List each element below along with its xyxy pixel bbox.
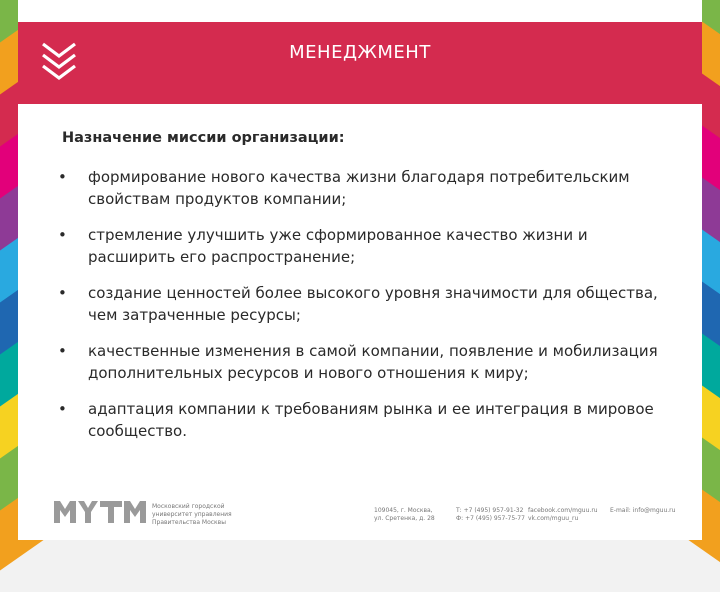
university-logo [54, 501, 146, 523]
list-item [58, 282, 678, 326]
list-item [58, 166, 678, 210]
slide [18, 0, 702, 540]
slide-footer [18, 495, 702, 535]
bullet-icon: • [58, 226, 67, 244]
section-heading: Назначение миссии организации: [62, 130, 345, 146]
left-decorative-stripes [0, 0, 18, 540]
list-item-text: стремление улучшить уже сформированное качество жизни и расширить его распространение; [88, 226, 588, 266]
right-decorative-stripes [702, 0, 720, 540]
bullet-icon: • [58, 400, 67, 418]
list-item [58, 224, 678, 268]
list-item [58, 340, 678, 384]
slide-header [18, 22, 702, 104]
slide-title: МЕНЕДЖМЕНТ [289, 42, 431, 63]
footer-email: E-mail: info@mguu.ru [610, 507, 676, 514]
list-item [58, 398, 678, 442]
list-item-text: качественные изменения в самой компании, появление и мобилизация дополнительных ресурсов и нового отношения к миру; [88, 342, 658, 382]
list-item-text: формирование нового качества жизни благодаря потребительским свойствам продуктов компании; [88, 168, 630, 208]
bullet-icon: • [58, 342, 67, 360]
bullet-icon: • [58, 284, 67, 302]
list-item-text: создание ценностей более высокого уровня значимости для общества, чем затраченные ресурсы; [88, 284, 658, 324]
footer-address: 109045, г. Москва, ул. Сретенка, д. 28 [374, 507, 435, 522]
footer-phones: Т: +7 (495) 957-91-32 Ф: +7 (495) 957-75-77 [456, 507, 525, 522]
bullet-icon: • [58, 168, 67, 186]
list-item-text: адаптация компании к требованиям рынка и ее интеграция в мировое сообщество. [88, 400, 654, 440]
footer-social: facebook.com/mguu.ru vk.com/mguu_ru [528, 507, 598, 522]
footer-organization: Московский городской университет управления Правительства Москвы [152, 503, 232, 526]
mission-list [58, 166, 678, 456]
